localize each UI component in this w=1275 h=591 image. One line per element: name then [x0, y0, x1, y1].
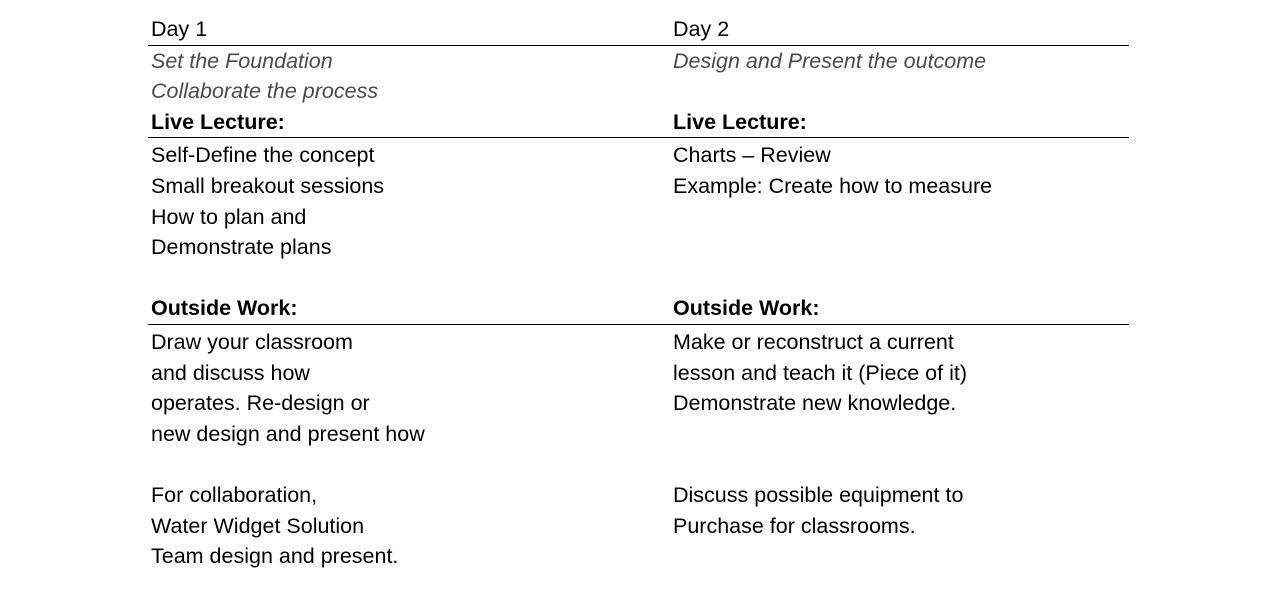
day1-outside-work-line: operates. Re-design or [151, 391, 370, 416]
day2-outside-work-line: Demonstrate new knowledge. [673, 391, 957, 416]
outside-work-content-row [148, 327, 1129, 572]
day1-live-lecture-item: Demonstrate plans [151, 235, 332, 260]
day1-collaboration-line: Team design and present. [151, 544, 399, 569]
day2-outside-work-label: Outside Work: [673, 296, 820, 321]
subtitle-row-1 [148, 46, 1129, 77]
day2-outside-work-line: Make or reconstruct a current [673, 329, 954, 354]
day1-live-lecture-item: How to plan and [151, 204, 307, 229]
day1-outside-work-text [148, 327, 673, 572]
day1-live-lecture-item: Small breakout sessions [151, 173, 385, 198]
day1-live-lecture-list [148, 140, 673, 293]
day1-outside-work-line: Draw your classroom [151, 329, 353, 354]
subtitle-row-2 [148, 76, 1129, 107]
day2-live-lecture-label: Live Lecture: [673, 109, 807, 134]
day1-outside-work-label: Outside Work: [151, 296, 298, 321]
day2-collaboration-line: Purchase for classrooms. [673, 513, 916, 538]
day2-outside-work-text [673, 327, 1129, 572]
schedule-document [148, 14, 1129, 572]
outside-work-label-row [148, 293, 1129, 325]
day2-collaboration-line: Discuss possible equipment to [673, 482, 964, 507]
day2-live-lecture-item: Example: Create how to measure [673, 173, 993, 198]
day1-heading: Day 1 [151, 17, 208, 41]
day2-subtitle-empty [673, 76, 1129, 107]
day2-subtitle-1: Design and Present the outcome [673, 48, 987, 73]
day1-subtitle-2: Collaborate the process [151, 79, 379, 104]
day2-live-lecture-list [673, 140, 1129, 293]
day2-heading: Day 2 [673, 17, 730, 41]
day1-outside-work-line: and discuss how [151, 360, 310, 385]
day1-live-lecture-item: Self-Define the concept [151, 143, 375, 168]
day2-outside-work-line: lesson and teach it (Piece of it) [673, 360, 967, 385]
day1-live-lecture-label: Live Lecture: [151, 109, 285, 134]
live-lecture-label-row [148, 107, 1129, 139]
live-lecture-content-row [148, 140, 1129, 293]
day1-outside-work-line: new design and present how [151, 421, 425, 446]
day1-collaboration-line: Water Widget Solution [151, 513, 365, 538]
day1-collaboration-line: For collaboration, [151, 482, 318, 507]
day-header-row [148, 14, 1129, 46]
day2-live-lecture-item: Charts – Review [673, 143, 831, 168]
day1-subtitle-1: Set the Foundation [151, 48, 333, 73]
